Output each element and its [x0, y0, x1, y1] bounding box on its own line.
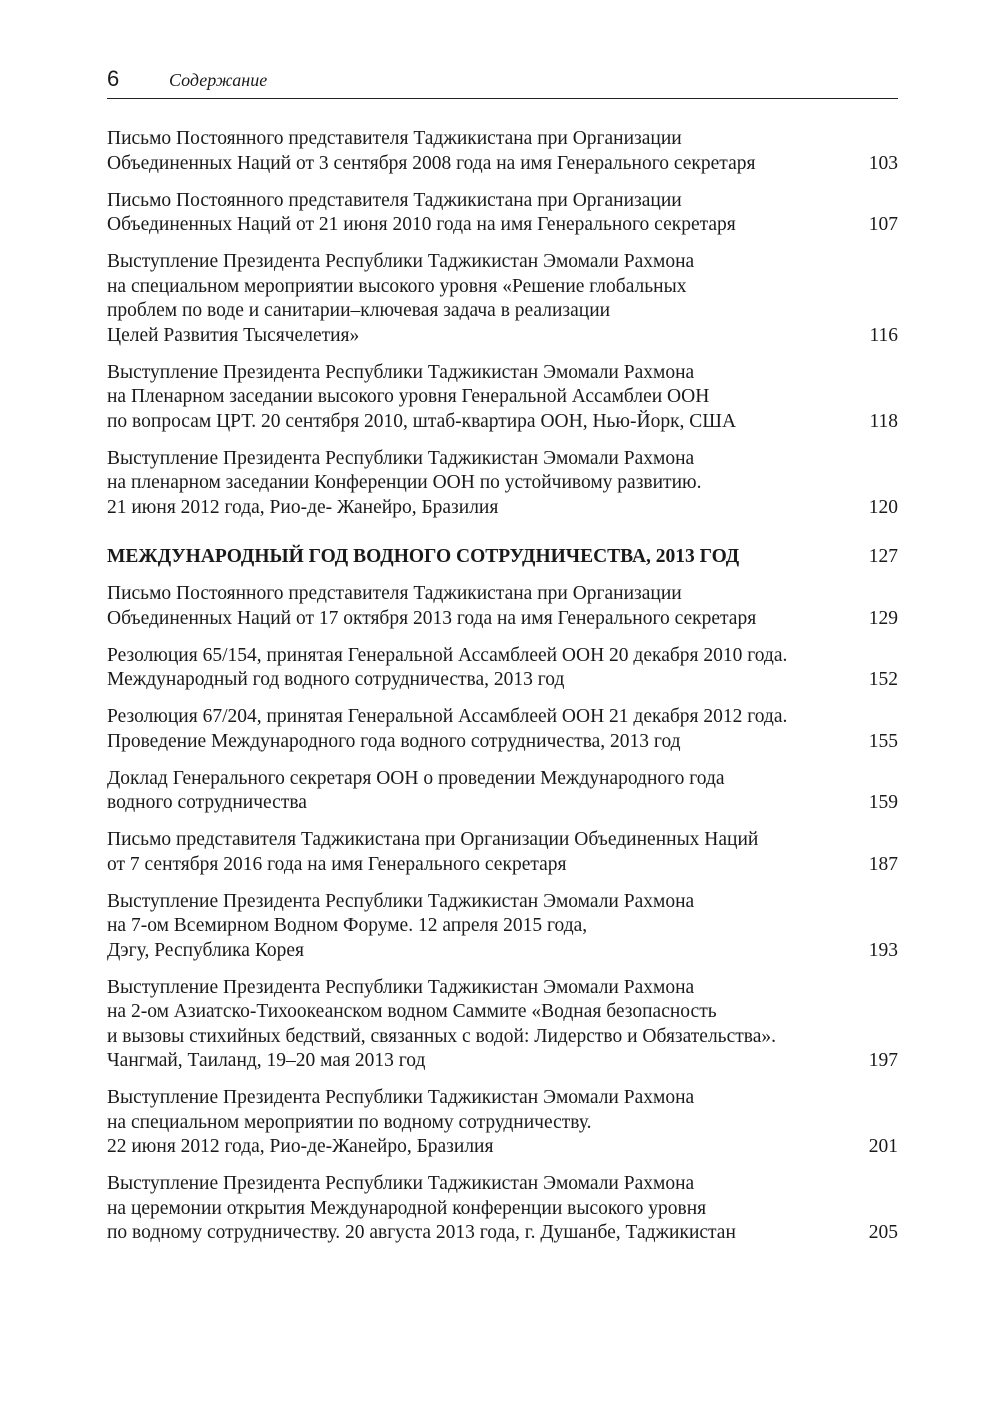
toc-entry[interactable]	[107, 890, 898, 964]
toc-entry-line: Выступление Президента Республики Таджикистан Эмомали Рахмона	[107, 251, 695, 272]
toc-entry-title	[107, 828, 758, 877]
section-heading-page: 127	[868, 546, 898, 567]
toc-entry-line: на специальном мероприятии высокого уровня «Решение глобальных	[107, 275, 687, 297]
toc-entry-page: 129	[868, 607, 898, 629]
page-header	[107, 64, 898, 99]
toc-entry-line: Выступление Президента Республики Таджикистан Эмомали Рахмона	[107, 447, 695, 469]
toc-entry-line: по вопросам ЦРТ. 20 сентября 2010, штаб-квартира ООН, Нью-Йорк, США	[107, 410, 737, 432]
toc-entry-line: на церемонии открытия Международной конференции высокого уровня	[107, 1197, 707, 1219]
toc-entry-line: Выступление Президента Республики Таджикистан Эмомали Рахмона	[107, 361, 695, 383]
toc-list-part1	[107, 127, 898, 520]
toc-entry[interactable]	[107, 1172, 898, 1246]
toc-entry[interactable]	[107, 250, 898, 348]
toc-entry-line: Дэгу, Республика Корея	[107, 939, 304, 961]
toc-entry-line: Объединенных Наций от 3 сентября 2008 года на имя Генерального секретаря	[107, 152, 756, 174]
toc-entry-title	[107, 582, 756, 631]
toc-entry-title	[107, 127, 755, 176]
toc-entry[interactable]	[107, 767, 898, 816]
toc-entry[interactable]	[107, 644, 898, 693]
toc-entry-line: Резолюция 67/204, принятая Генеральной Ассамблеей ООН 21 декабря 2012 года.	[107, 706, 788, 727]
toc-entry-line: проблем по воде и санитарии–ключевая задача в реализации	[107, 300, 611, 321]
toc-entry-line: и вызовы стихийных бедствий, связанных с водой: Лидерство и Обязательства».	[107, 1025, 776, 1047]
toc-entry-line: Выступление Президента Республики Таджикистан Эмомали Рахмона	[107, 1087, 695, 1108]
table-of-contents	[107, 127, 898, 1258]
toc-entry-page: 201	[868, 1136, 898, 1157]
toc-entry-page: 155	[868, 730, 898, 752]
toc-entry-line: Объединенных Наций от 17 октября 2013 года на имя Генерального секретаря	[107, 607, 757, 629]
toc-entry-line: Выступление Президента Республики Таджикистан Эмомали Рахмона	[107, 976, 695, 998]
toc-entry-page: 159	[868, 792, 898, 813]
toc-entry-title	[107, 1172, 736, 1246]
toc-entry-line: Выступление Президента Республики Таджикистан Эмомали Рахмона	[107, 890, 695, 912]
toc-entry[interactable]	[107, 582, 898, 631]
toc-entry-line: Объединенных Наций от 21 июня 2010 года на имя Генерального секретаря	[107, 214, 736, 235]
toc-entry-page: 107	[868, 214, 898, 235]
toc-entry-page: 197	[868, 1050, 898, 1071]
page-number: 6	[107, 66, 120, 91]
toc-entry-page: 152	[868, 669, 898, 690]
toc-entry-line: 22 июня 2012 года, Рио-де-Жанейро, Бразилия	[107, 1136, 494, 1157]
section-heading-title: МЕЖДУНАРОДНЫЙ ГОД ВОДНОГО СОТРУДНИЧЕСТВА, 2013 ГОД	[107, 546, 740, 567]
toc-entry-page: 120	[868, 496, 898, 518]
toc-entry-line: Чангмай, Таиланд, 19–20 мая 2013 год	[107, 1050, 426, 1071]
toc-entry-line: на Пленарном заседании высокого уровня Генеральной Ассамблеи ООН	[107, 386, 710, 407]
toc-entry[interactable]	[107, 127, 898, 176]
toc-entry[interactable]	[107, 447, 898, 521]
toc-entry-title	[107, 705, 787, 754]
toc-entry-line: от 7 сентября 2016 года на имя Генерального секретаря	[107, 853, 567, 875]
toc-entry-title	[107, 890, 694, 964]
toc-entry-title	[107, 1086, 694, 1160]
running-title: Содержание	[169, 70, 268, 90]
toc-entry-page: 187	[868, 853, 898, 875]
toc-entry[interactable]	[107, 705, 898, 754]
toc-entry-page: 116	[869, 324, 898, 346]
section-heading[interactable]	[107, 545, 898, 570]
toc-entry-line: Целей Развития Тысячелетия»	[107, 324, 360, 346]
toc-entry-title	[107, 447, 701, 521]
toc-entry-line: на 7-ом Всемирном Водном Форуме. 12 апреля 2015 года,	[107, 915, 588, 936]
toc-entry-line: Проведение Международного года водного сотрудничества, 2013 год	[107, 730, 681, 752]
toc-entry-line: Письмо Постоянного представителя Таджикистана при Организации	[107, 128, 682, 149]
toc-entry-line: Резолюция 65/154, принятая Генеральной Ассамблеей ООН 20 декабря 2010 года.	[107, 644, 788, 666]
toc-entry[interactable]	[107, 189, 898, 238]
toc-entry-line: водного сотрудничества	[107, 792, 307, 813]
toc-entry-line: на специальном мероприятии по водному сотрудничеству.	[107, 1111, 592, 1133]
toc-entry[interactable]	[107, 976, 898, 1074]
toc-entry-line: Доклад Генерального секретаря ООН о проведении Международного года	[107, 767, 725, 789]
toc-entry-title	[107, 361, 736, 435]
toc-entry-line: Письмо представителя Таджикистана при Организации Объединенных Наций	[107, 829, 759, 850]
toc-entry-line: 21 июня 2012 года, Рио-де- Жанейро, Бразилия	[107, 496, 499, 518]
toc-entry-title	[107, 644, 787, 693]
toc-entry-line: Письмо Постоянного представителя Таджикистана при Организации	[107, 189, 682, 211]
toc-entry-page: 193	[868, 939, 898, 961]
toc-entry-title	[107, 976, 776, 1074]
toc-entry[interactable]	[107, 1086, 898, 1160]
toc-entry-title	[107, 767, 725, 816]
toc-entry-line: Письмо Постоянного представителя Таджикистана при Организации	[107, 583, 682, 604]
toc-entry-line: на 2-ом Азиатско-Тихоокеанском водном Саммите «Водная безопасность	[107, 1001, 717, 1022]
toc-entry[interactable]	[107, 361, 898, 435]
toc-entry-line: по водному сотрудничеству. 20 августа 2013 года, г. Душанбе, Таджикистан	[107, 1222, 736, 1243]
toc-entry-page: 103	[868, 152, 898, 174]
toc-list-part2	[107, 582, 898, 1246]
toc-entry-line: Международный год водного сотрудничества, 2013 год	[107, 669, 565, 690]
toc-entry-title	[107, 189, 736, 238]
toc-entry-page: 118	[869, 410, 898, 432]
toc-entry-page: 205	[868, 1222, 898, 1243]
toc-entry-line: Выступление Президента Республики Таджикистан Эмомали Рахмона	[107, 1173, 695, 1194]
toc-entry-title	[107, 250, 694, 348]
toc-entry[interactable]	[107, 828, 898, 877]
toc-entry-line: на пленарном заседании Конференции ООН по устойчивому развитию.	[107, 472, 702, 493]
